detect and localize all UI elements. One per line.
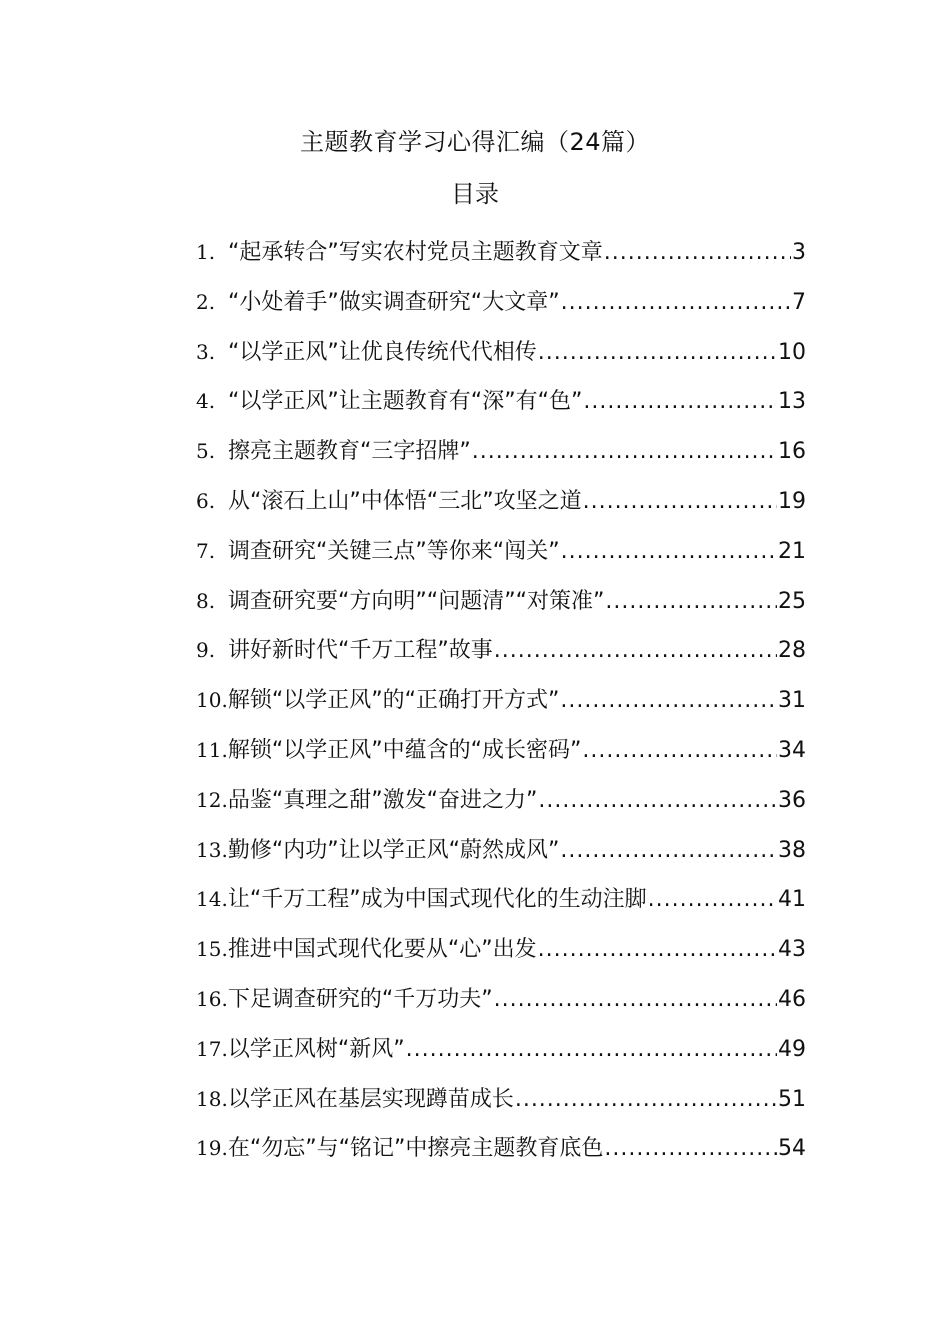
toc-entry-title: 让“千万工程”成为中国式现代化的生动注脚 bbox=[227, 887, 647, 913]
toc-entry[interactable] bbox=[196, 929, 806, 979]
toc-entry-number: 15. bbox=[196, 937, 228, 962]
toc-entry-number: 16. bbox=[196, 986, 228, 1011]
toc-entry-title: 擦亮主题教育“三字招牌” bbox=[228, 439, 471, 465]
toc-entry-title: 在“勿忘”与“铭记”中擦亮主题教育底色 bbox=[227, 1136, 604, 1162]
toc-entry[interactable] bbox=[196, 332, 806, 382]
toc-entry-number: 11. bbox=[196, 737, 228, 762]
toc-entry-page: 28 bbox=[778, 638, 806, 664]
toc-entry-number: 9. bbox=[196, 638, 216, 663]
toc-entry-title: “起承转合”写实农村党员主题教育文章 bbox=[228, 240, 603, 265]
toc-entry-number: 10. bbox=[196, 688, 228, 713]
toc-entry-title: 解锁“以学正风”中蕴含的“成长密码” bbox=[227, 737, 582, 763]
toc-entry-title: 以学正风在基层实现蹲苗成长 bbox=[227, 1086, 514, 1112]
toc-leader-dots bbox=[494, 631, 777, 671]
toc-entry[interactable] bbox=[196, 1128, 806, 1178]
toc-heading: 目录 bbox=[451, 180, 499, 208]
toc-entry[interactable] bbox=[196, 879, 806, 929]
toc-leader-dots bbox=[472, 432, 777, 472]
toc-entry[interactable] bbox=[196, 282, 806, 332]
toc-leader-dots bbox=[538, 333, 777, 373]
toc-entry[interactable] bbox=[196, 830, 806, 880]
toc-entry-number: 12. bbox=[196, 787, 228, 812]
toc-leader-dots bbox=[515, 1080, 777, 1120]
toc-entry-number: 4. bbox=[196, 389, 216, 414]
toc-entry-number: 17. bbox=[196, 1036, 228, 1061]
toc-entry-page: 36 bbox=[778, 787, 806, 813]
toc-leader-dots bbox=[582, 731, 777, 771]
toc-entry-page: 41 bbox=[778, 887, 806, 913]
toc-entry-page: 51 bbox=[778, 1086, 806, 1112]
toc-entry-title: 推进中国式现代化要从“心”出发 bbox=[227, 937, 537, 963]
toc-entry[interactable] bbox=[196, 581, 806, 631]
toc-entry-page: 19 bbox=[778, 488, 806, 514]
toc-entry-title: 调查研究“关键三点”等你来“闯关” bbox=[228, 538, 560, 564]
toc-leader-dots bbox=[648, 880, 777, 920]
toc-entry[interactable] bbox=[196, 481, 806, 531]
toc-leader-dots bbox=[604, 1129, 777, 1169]
toc-entry-number: 19. bbox=[196, 1136, 228, 1161]
toc-entry-page: 25 bbox=[778, 588, 806, 614]
toc-entry-title: 下足调查研究的“千万功夫” bbox=[227, 986, 493, 1012]
toc-entry-title: “以学正风”让优良传统代代相传 bbox=[228, 339, 537, 365]
toc-entry[interactable] bbox=[196, 1029, 806, 1079]
toc-leader-dots bbox=[561, 283, 791, 323]
toc-leader-dots bbox=[538, 781, 777, 821]
toc-entry-title: “小处着手”做实调查研究“大文章” bbox=[228, 289, 560, 315]
toc-entry-page: 13 bbox=[778, 389, 806, 415]
toc-entry-number: 14. bbox=[196, 887, 228, 912]
toc-entry-title: 解锁“以学正风”的“正确打开方式” bbox=[227, 688, 560, 714]
toc-entry-page: 46 bbox=[778, 986, 806, 1012]
toc-entry[interactable] bbox=[196, 431, 806, 481]
toc-entry-page: 31 bbox=[778, 688, 806, 714]
toc-leader-dots bbox=[494, 980, 777, 1020]
toc-entry[interactable] bbox=[196, 531, 806, 581]
toc-leader-dots bbox=[605, 582, 777, 622]
toc-entry-number: 6. bbox=[196, 488, 216, 513]
toc-entry[interactable] bbox=[196, 630, 806, 680]
toc-entry-number: 5. bbox=[196, 439, 216, 464]
toc-entry-page: 49 bbox=[778, 1036, 806, 1062]
toc-entry[interactable] bbox=[196, 381, 806, 431]
toc-entry-page: 43 bbox=[778, 937, 806, 963]
toc-entry-page: 3 bbox=[792, 240, 806, 265]
toc-entry-number: 2. bbox=[196, 289, 216, 314]
toc-entry[interactable] bbox=[196, 232, 806, 282]
toc-leader-dots bbox=[538, 930, 777, 970]
toc-entry-page: 21 bbox=[778, 538, 806, 564]
toc-entry-title: 勤修“内功”让以学正风“蔚然成风” bbox=[227, 837, 560, 863]
toc-entry-title: 讲好新时代“千万工程”故事 bbox=[228, 638, 493, 664]
toc-entry-number: 13. bbox=[196, 837, 228, 862]
toc-entry[interactable] bbox=[196, 730, 806, 780]
toc-leader-dots bbox=[561, 532, 777, 572]
toc-entry-title: 以学正风树“新风” bbox=[227, 1036, 405, 1062]
toc-entry-title: 调查研究要“方向明”“问题清”“对策准” bbox=[228, 588, 605, 614]
toc-entry-number: 1. bbox=[196, 240, 216, 264]
toc-leader-dots bbox=[583, 482, 777, 522]
toc-leader-dots bbox=[583, 382, 777, 422]
toc-leader-dots bbox=[406, 1030, 777, 1070]
toc-entry-title: “以学正风”让主题教育有“深”有“色” bbox=[228, 389, 583, 415]
toc-entry-number: 8. bbox=[196, 588, 216, 613]
toc-entry-number: 7. bbox=[196, 538, 216, 563]
toc-entry-number: 3. bbox=[196, 339, 216, 364]
toc-entry-page: 34 bbox=[778, 737, 806, 763]
toc-entry-title: 品鉴“真理之甜”激发“奋进之力” bbox=[227, 787, 538, 813]
toc-entry-number: 18. bbox=[196, 1086, 228, 1111]
document-title: 主题教育学习心得汇编（24篇） bbox=[299, 128, 651, 156]
toc-entry-page: 16 bbox=[778, 439, 806, 465]
toc-entry[interactable] bbox=[196, 780, 806, 830]
toc-leader-dots bbox=[560, 831, 777, 871]
toc-entry[interactable] bbox=[196, 680, 806, 730]
toc-entry-title: 从“滚石上山”中体悟“三北”攻坚之道 bbox=[228, 488, 582, 514]
toc-entry-page: 7 bbox=[792, 289, 806, 315]
table-of-contents bbox=[196, 232, 806, 1178]
toc-entry-page: 38 bbox=[778, 837, 806, 863]
toc-entry-page: 10 bbox=[778, 339, 806, 365]
toc-leader-dots bbox=[604, 233, 791, 273]
toc-leader-dots bbox=[560, 681, 777, 721]
toc-entry[interactable] bbox=[196, 979, 806, 1029]
toc-entry-page: 54 bbox=[778, 1136, 806, 1162]
toc-entry[interactable] bbox=[196, 1079, 806, 1129]
